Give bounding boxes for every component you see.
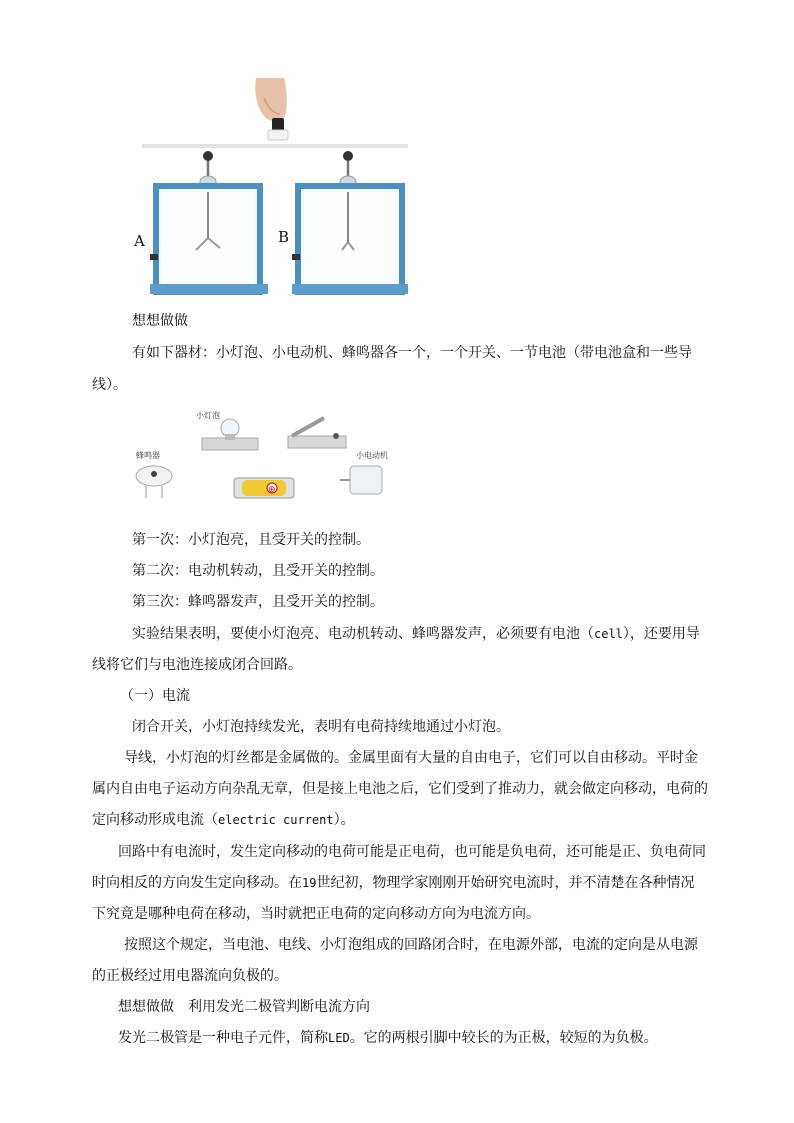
- materials-line-1: 有如下器材：小灯泡、小电动机、蜂鸣器各一个，一个开关、一节电池（带电池盒和一些导: [132, 345, 692, 361]
- electroscope-b: [292, 151, 408, 294]
- century-number: 19: [302, 876, 317, 890]
- term-electric-current: electric current: [218, 813, 334, 827]
- close-switch-para: 闭合开关，小灯泡持续发光，表明有电荷持续地通过小灯泡。: [132, 719, 510, 735]
- materials-line-2: 线）。: [92, 377, 127, 393]
- charge-line-1: 回路中有电流时，发生定向移动的电荷可能是正电荷，也可能是负电荷，还可能是正、负电荷同: [118, 844, 706, 860]
- trial-2: 第二次：电动机转动，且受开关的控制。: [132, 563, 384, 579]
- charge-text-c: 世纪初，物理学家刚刚开始研究电流时，并不清楚在各种情况: [316, 875, 695, 891]
- battery-plus-sign: ⊕: [268, 485, 276, 495]
- hand-icon: [255, 78, 288, 140]
- metal-line-3: [92, 810, 355, 830]
- result-text-a: 实验结果表明，要使小灯泡亮、电动机转动、蜂鸣器发声，必须要有电池（: [132, 626, 594, 642]
- charge-text-a: 时向相反的方向发生定向移动。在: [92, 875, 302, 891]
- bulb-label: 小灯泡: [196, 411, 220, 420]
- trial-1: 第一次：小灯泡亮，且受开关的控制。: [132, 532, 370, 548]
- metal-line-1: 导线，小灯泡的灯丝都是金属做的。金属里面有大量的自由电子，它们可以自由移动。平时金: [124, 750, 698, 766]
- trial-3: 第三次：蜂鸣器发声，且受开关的控制。: [132, 594, 384, 610]
- led-line-1: [118, 1028, 658, 1048]
- buzzer-icon: [136, 466, 172, 498]
- metal-line-2: 属内自由电子运动方向杂乱无章，但是接上电池之后，它们受到了推动力，就会做定向移动，电荷的: [92, 781, 708, 797]
- metal-text-c: ）。: [333, 812, 355, 828]
- result-line-2: 线将它们与电池连接成闭合回路。: [92, 657, 302, 673]
- battery-icon: [234, 478, 294, 498]
- rule-line-1: 按照这个规定，当电池、电线、小灯泡组成的回路闭合时，在电源外部，电流的定向是从电源: [124, 937, 698, 953]
- charge-line-3: 下究竟是哪种电荷在移动，当时就把正电荷的定向移动方向为电流方向。: [92, 906, 540, 922]
- label-b: B: [278, 228, 290, 246]
- metal-rod: [142, 144, 408, 148]
- heading-current: （一）电流: [120, 688, 190, 704]
- buzzer-label: 蜂鸣器: [136, 451, 160, 460]
- think-do-heading-2: 想想做做 利用发光二极管判断电流方向: [118, 999, 370, 1015]
- switch-icon: [288, 418, 346, 448]
- label-a: A: [134, 232, 145, 250]
- motor-icon: [340, 466, 382, 494]
- term-led: LED: [328, 1031, 350, 1045]
- charge-line-2: [92, 873, 694, 893]
- electroscope-figure: [128, 78, 408, 300]
- electroscope-a: [150, 151, 268, 294]
- result-line-1: [132, 624, 700, 644]
- rule-line-2: 的正极经过用电器流向负极的。: [92, 968, 288, 984]
- term-cell: cell: [594, 627, 623, 641]
- led-text-a: 发光二极管是一种电子元件，简称: [118, 1030, 328, 1046]
- metal-text-a: 定向移动形成电流（: [92, 812, 218, 828]
- led-text-c: 。它的两根引脚中较长的为正极，较短的为负极。: [349, 1030, 658, 1046]
- think-do-heading-1: 想想做做: [132, 313, 188, 329]
- result-text-c: ），还要用导: [622, 626, 700, 642]
- motor-label: 小电动机: [356, 451, 388, 460]
- bulb-icon: [202, 419, 258, 450]
- components-figure: [132, 408, 392, 508]
